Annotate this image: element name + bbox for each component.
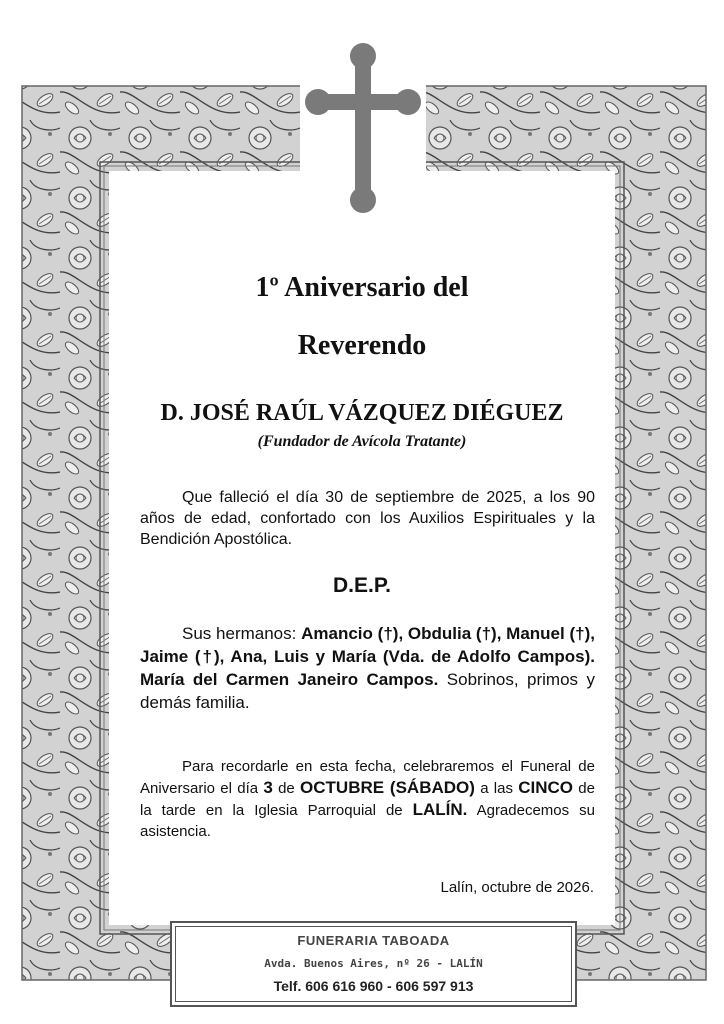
place-date: Lalín, octubre de 2026.: [440, 879, 594, 896]
reverend-title: Reverendo: [297, 330, 427, 361]
funeral-place: LALÍN.: [412, 800, 468, 819]
death-notice-text: Que falleció el día 30 de septiembre de 2025, a los 90 años de edad, confortado con los Auxilios Espirituales y la Bendición Apostólica.: [140, 489, 595, 548]
funeral-hour: CINCO: [518, 778, 574, 797]
family-paragraph: [140, 622, 595, 714]
funeral-paragraph: [140, 756, 595, 842]
funeral-text-5: Agradecemos su asistencia.: [140, 802, 595, 840]
family-rest: Sobrinos, primos y demás familia.: [140, 670, 595, 712]
cross-icon: [300, 40, 426, 216]
anniversary-title: 1º Aniversario del: [255, 272, 469, 303]
funeral-home-box: [170, 921, 577, 1007]
funeral-home-address: Avda. Buenos Aires, nº 26 - LALÍN: [264, 957, 483, 970]
funeral-text-3: a las: [480, 780, 513, 797]
family-intro: Sus hermanos:: [182, 624, 297, 643]
funeral-day: 3: [263, 778, 273, 797]
death-notice-paragraph: [140, 487, 595, 550]
funeral-home-name: FUNERARIA TABOADA: [297, 933, 450, 948]
deceased-name: D. JOSÉ RAÚL VÁZQUEZ DIÉGUEZ: [160, 400, 564, 426]
dep-heading: D.E.P.: [333, 574, 391, 597]
funeral-month: OCTUBRE (SÁBADO): [300, 778, 475, 797]
funeral-text-1: Para recordarle en esta fecha, celebraremos el Funeral de Aniversario el día: [140, 758, 595, 797]
funeral-home-phone: Telf. 606 616 960 - 606 597 913: [273, 978, 474, 994]
funeral-text-2: de: [278, 780, 295, 797]
funeral-text-4: de la tarde en la Iglesia Parroquial de: [140, 780, 595, 819]
deceased-subtitle: (Fundador de Avícola Tratante): [257, 433, 467, 450]
family-names: Amancio (†), Obdulia (†), Manuel (†), Jaime (†), Ana, Luis y María (Vda. de Adolfo Campos). María del Carmen Janeiro Campos.: [140, 624, 596, 689]
